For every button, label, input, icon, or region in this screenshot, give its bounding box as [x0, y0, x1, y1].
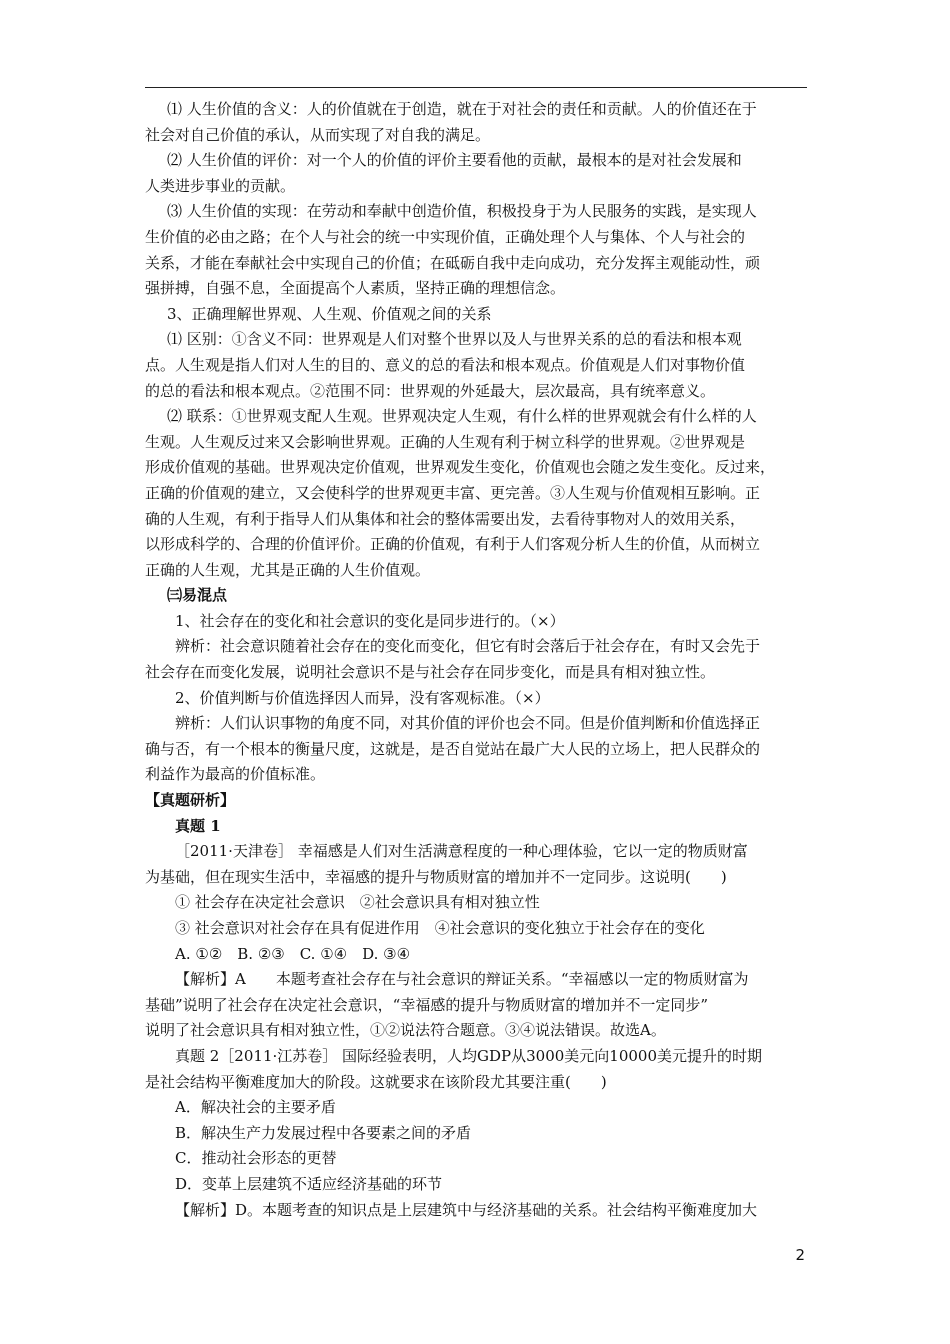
- text-line: 的总的看法和根本观点。②范围不同：世界观的外延最大，层次最高，具有统率意义。: [145, 381, 716, 400]
- text-line: B．解决生产力发展过程中各要素之间的矛盾: [175, 1123, 472, 1142]
- text-line: 【解析】D。本题考查的知识点是上层建筑中与经济基础的关系。社会结构平衡难度加大: [175, 1200, 758, 1219]
- text-line: 辨析：社会意识随着社会存在的变化而变化，但它有时会落后于社会存在，有时又会先于: [175, 637, 761, 656]
- text-line: ③ 社会意识对社会存在具有促进作用 ④社会意识的变化独立于社会存在的变化: [175, 919, 705, 937]
- text-line: ［2011·天津卷］ 幸福感是人们对生活满意程度的一种心理体验，它以一定的物质财富: [175, 842, 748, 861]
- text-line: 真题 2［2011·江苏卷］ 国际经验表明，人均GDP从3000美元向10000美元提升的时期: [175, 1046, 763, 1065]
- text-line: ㈢易混点: [167, 586, 228, 605]
- page-number: 2: [795, 1246, 805, 1264]
- document-body: [145, 97, 810, 1223]
- text-line: D．变革上层建筑不适应经济基础的环节: [175, 1174, 443, 1193]
- text-line: 真题 1: [175, 816, 221, 835]
- text-line: 利益作为最高的价值标准。: [145, 765, 326, 784]
- text-line: 以形成科学的、合理的价值评价。正确的价值观，有利于人们客观分析人生的价值，从而树立: [145, 535, 761, 554]
- header-rule: [145, 87, 807, 88]
- text-line: 社会对自己价值的承认，从而实现了对自我的满足。: [145, 125, 491, 144]
- text-line: ⑵ 人生价值的评价：对一个人的价值的评价主要看他的贡献，最根本的是对社会发展和: [167, 151, 742, 170]
- text-line: 强拼搏，自强不息，全面提高个人素质，坚持正确的理想信念。: [145, 279, 566, 298]
- text-line: 3、正确理解世界观、人生观、价值观之间的关系: [167, 304, 492, 323]
- text-line: 正确的价值观的建立，又会使科学的世界观更丰富、更完善。③人生观与价值观相互影响。正: [145, 483, 761, 502]
- text-line: ⑴ 人生价值的含义：人的价值就在于创造，就在于对社会的责任和贡献。人的价值还在于: [167, 100, 757, 118]
- text-line: ⑶ 人生价值的实现：在劳动和奉献中创造价值，积极投身于为人民服务的实践，是实现人: [167, 202, 757, 221]
- text-line: 2、价值判断与价值选择因人而异，没有客观标准。（×）: [175, 688, 550, 707]
- text-line: 说明了社会意识具有相对独立性，①②说法符合题意。③④说法错误。故选A。: [145, 1021, 666, 1040]
- text-line: 关系，才能在奉献社会中实现自己的价值；在砥砺自我中走向成功，充分发挥主观能动性，顽: [145, 253, 761, 272]
- text-line: A. ①② B. ②③ C. ①④ D. ③④: [175, 944, 411, 963]
- text-line: 确与否，有一个根本的衡量尺度，这就是，是否自觉站在最广大人民的立场上，把人民群众的: [145, 739, 761, 758]
- text-line: 1、社会存在的变化和社会意识的变化是同步进行的。（×）: [175, 611, 565, 630]
- text-line: 正确的人生观，尤其是正确的人生价值观。: [145, 560, 431, 579]
- text-line: 生观。人生观反过来又会影响世界观。正确的人生观有利于树立科学的世界观。②世界观是: [145, 432, 746, 451]
- text-line: 为基础，但在现实生活中，幸福感的提升与物质财富的增加并不一定同步。这说明( ): [145, 867, 727, 886]
- text-line: 形成价值观的基础。世界观决定价值观，世界观发生变化，价值观也会随之发生变化。反过来，: [145, 458, 776, 477]
- text-line: A．解决社会的主要矛盾: [175, 1098, 336, 1117]
- text-line: ① 社会存在决定社会意识 ②社会意识具有相对独立性: [175, 893, 540, 912]
- text-line: 【真题研析】: [145, 791, 236, 810]
- text-line: 人类进步事业的贡献。: [145, 176, 296, 195]
- text-line: ⑵ 联系：①世界观支配人生观。世界观决定人生观，有什么样的世界观就会有什么样的人: [167, 407, 757, 426]
- text-line: C．推动社会形态的更替: [175, 1149, 337, 1168]
- text-line: 是社会结构平衡难度加大的阶段。这就要求在该阶段尤其要注重( ): [145, 1072, 607, 1091]
- text-line: 点。人生观是指人们对人生的目的、意义的总的看法和根本观点。价值观是人们对事物价值: [145, 355, 746, 374]
- text-line: 确的人生观，有利于指导人们从集体和社会的整体需要出发，去看待事物对人的效用关系，: [145, 509, 746, 528]
- text-line: 辨析：人们认识事物的角度不同，对其价值的评价也会不同。但是价值判断和价值选择正: [175, 714, 761, 733]
- text-line: 生价值的必由之路；在个人与社会的统一中实现价值，正确处理个人与集体、个人与社会的: [145, 227, 746, 246]
- text-line: 基础”说明了社会存在决定社会意识，“幸福感的提升与物质财富的增加并不一定同步”: [145, 995, 709, 1014]
- text-line: 【解析】A 本题考查社会存在与社会意识的辩证关系。“幸福感以一定的物质财富为: [175, 970, 749, 989]
- text-line: 社会存在而变化发展，说明社会意识不是与社会存在同步变化，而是具有相对独立性。: [145, 663, 716, 682]
- text-line: ⑴ 区别：①含义不同：世界观是人们对整个世界以及人与世界关系的总的看法和根本观: [167, 330, 742, 349]
